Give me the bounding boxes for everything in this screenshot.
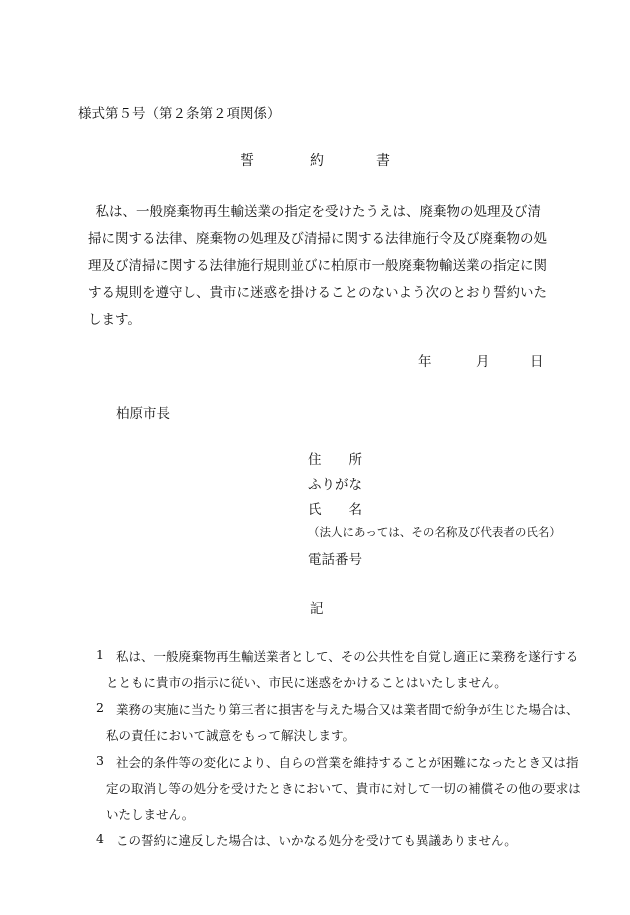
form-number: 様式第５号（第２条第２項関係） — [78, 106, 281, 122]
item-line: 私の責任において誠意をもって解決します。 — [106, 728, 356, 743]
item-line: 業務の実施に当たり第三者に損害を与えた場合又は業者間で紛争が生じた場合は、 — [116, 702, 579, 717]
intro-line-1: 私は、一般廃棄物再生輸送業の指定を受けたうえは、廃棄物の処理及び清 — [82, 204, 541, 220]
phone-label: 電話番号 — [308, 552, 362, 568]
title-char-3: 書 — [376, 153, 390, 169]
intro-line-3: 理及び清掃に関する法律施行規則並びに柏原市一般廃棄物輸送業の指定に関 — [88, 258, 547, 274]
title-char-1: 誓 — [240, 153, 254, 169]
date-year: 年 — [418, 354, 432, 370]
item-line: いたしません。 — [106, 807, 195, 822]
intro-line-2: 掃に関する法律、廃棄物の処理及び清掃に関する法律施行令及び廃棄物の処 — [88, 231, 547, 247]
date-month: 月 — [476, 354, 490, 370]
item-line: 社会的条件等の変化により、自らの営業を維持することが困難になったとき又は指 — [116, 755, 579, 770]
item-line: 定の取消し等の処分を受けたときにおいて、貴市に対して一切の補償その他の要求は — [106, 781, 581, 796]
item-number: 1 — [96, 647, 104, 662]
corporate-note: （法人にあっては、その名称及び代表者の氏名） — [308, 525, 561, 539]
addressee: 柏原市長 — [116, 406, 170, 422]
item-number: 2 — [96, 700, 104, 715]
title-char-2: 約 — [310, 153, 324, 169]
item-number: 4 — [96, 831, 104, 846]
furigana-label: ふりがな — [308, 477, 362, 493]
address-label: 住 所 — [308, 452, 362, 468]
item-number: 3 — [96, 753, 104, 768]
item-line: とともに貴市の指示に従い、市民に迷惑をかけることはいたしません。 — [106, 675, 507, 690]
name-label: 氏 名 — [308, 502, 362, 518]
intro-line-4: する規則を遵守し、貴市に迷惑を掛けることのないよう次のとおり誓約いた — [88, 285, 547, 301]
item-line: この誓約に違反した場合は、いかなる処分を受けても異議ありません。 — [116, 833, 517, 848]
intro-line-5: します。 — [88, 312, 141, 328]
item-line: 私は、一般廃棄物再生輸送業者として、その公共性を自覚し適正に業務を遂行する — [116, 649, 579, 664]
ki-heading: 記 — [310, 601, 324, 617]
date-day: 日 — [530, 354, 544, 370]
